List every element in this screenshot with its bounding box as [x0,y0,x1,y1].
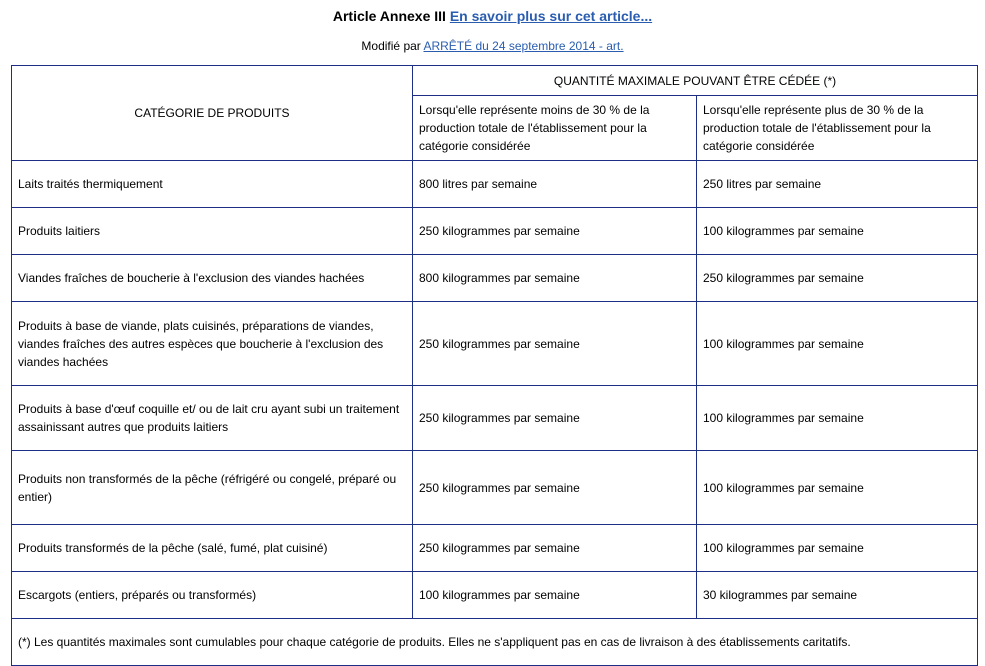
quantity-less-cell: 250 kilogrammes par semaine [413,525,697,572]
category-cell: Viandes fraîches de boucherie à l'exclusion des viandes hachées [12,255,413,302]
quantity-less-cell: 250 kilogrammes par semaine [413,451,697,525]
quantity-less-cell: 250 kilogrammes par semaine [413,208,697,255]
table-row [12,451,978,525]
info-link[interactable]: En savoir plus sur cet article... [449,8,653,24]
category-cell: Produits non transformés de la pêche (réfrigéré ou congelé, préparé ou entier) [12,451,413,525]
table-row [12,208,978,255]
category-cell: Laits traités thermiquement [12,161,413,208]
quantity-less-cell: 100 kilogrammes par semaine [413,572,697,619]
quantity-more-cell: 250 kilogrammes par semaine [697,255,978,302]
quantity-more-cell: 250 litres par semaine [697,161,978,208]
table-row [12,302,978,386]
footnote: (*) Les quantités maximales sont cumulables pour chaque catégorie de produits. Elles ne s'appliquent pas en cas de livraison à des établissements caritatifs. [12,619,978,666]
modified-by-link[interactable]: ARRÊTÉ du 24 septembre 2014 - art. [423,39,624,53]
quantity-more-cell: 100 kilogrammes par semaine [697,386,978,451]
quantity-more-cell: 30 kilogrammes par semaine [697,572,978,619]
category-cell: Produits transformés de la pêche (salé, fumé, plat cuisiné) [12,525,413,572]
quantity-more-cell: 100 kilogrammes par semaine [697,525,978,572]
quantity-more-cell: 100 kilogrammes par semaine [697,302,978,386]
category-cell: Produits à base de viande, plats cuisinés, préparations de viandes, viandes fraîches des autres espèces que boucherie à l'exclusion des viandes hachées [12,302,413,386]
table-row [12,572,978,619]
quantity-less-cell: 250 kilogrammes par semaine [413,302,697,386]
sub-header-less: Lorsqu'elle représente moins de 30 % de la production totale de l'établissement pour la catégorie considérée [413,96,697,161]
table-header-row [12,66,978,96]
article-label: Article Annexe III [332,8,446,24]
modification-line [0,37,985,55]
article-title [0,6,985,26]
category-cell: Escargots (entiers, préparés ou transformés) [12,572,413,619]
category-cell: Produits à base d'œuf coquille et/ ou de lait cru ayant subi un traitement assainissant autres que produits laitiers [12,386,413,451]
quantity-less-cell: 800 litres par semaine [413,161,697,208]
quantity-more-cell: 100 kilogrammes par semaine [697,451,978,525]
quantity-less-cell: 250 kilogrammes par semaine [413,386,697,451]
table-row [12,386,978,451]
quantity-less-cell: 800 kilogrammes par semaine [413,255,697,302]
category-cell: Produits laitiers [12,208,413,255]
table-row [12,255,978,302]
footnote-row [12,619,978,666]
table-row [12,525,978,572]
modified-prefix: Modifié par [361,39,421,53]
quantity-more-cell: 100 kilogrammes par semaine [697,208,978,255]
quantity-column-header: QUANTITÉ MAXIMALE POUVANT ÊTRE CÉDÉE (*) [413,66,978,96]
annex-table [11,65,978,666]
sub-header-more: Lorsqu'elle représente plus de 30 % de la production totale de l'établissement pour la catégorie considérée [697,96,978,161]
category-column-header: CATÉGORIE DE PRODUITS [12,66,413,161]
table-row [12,161,978,208]
